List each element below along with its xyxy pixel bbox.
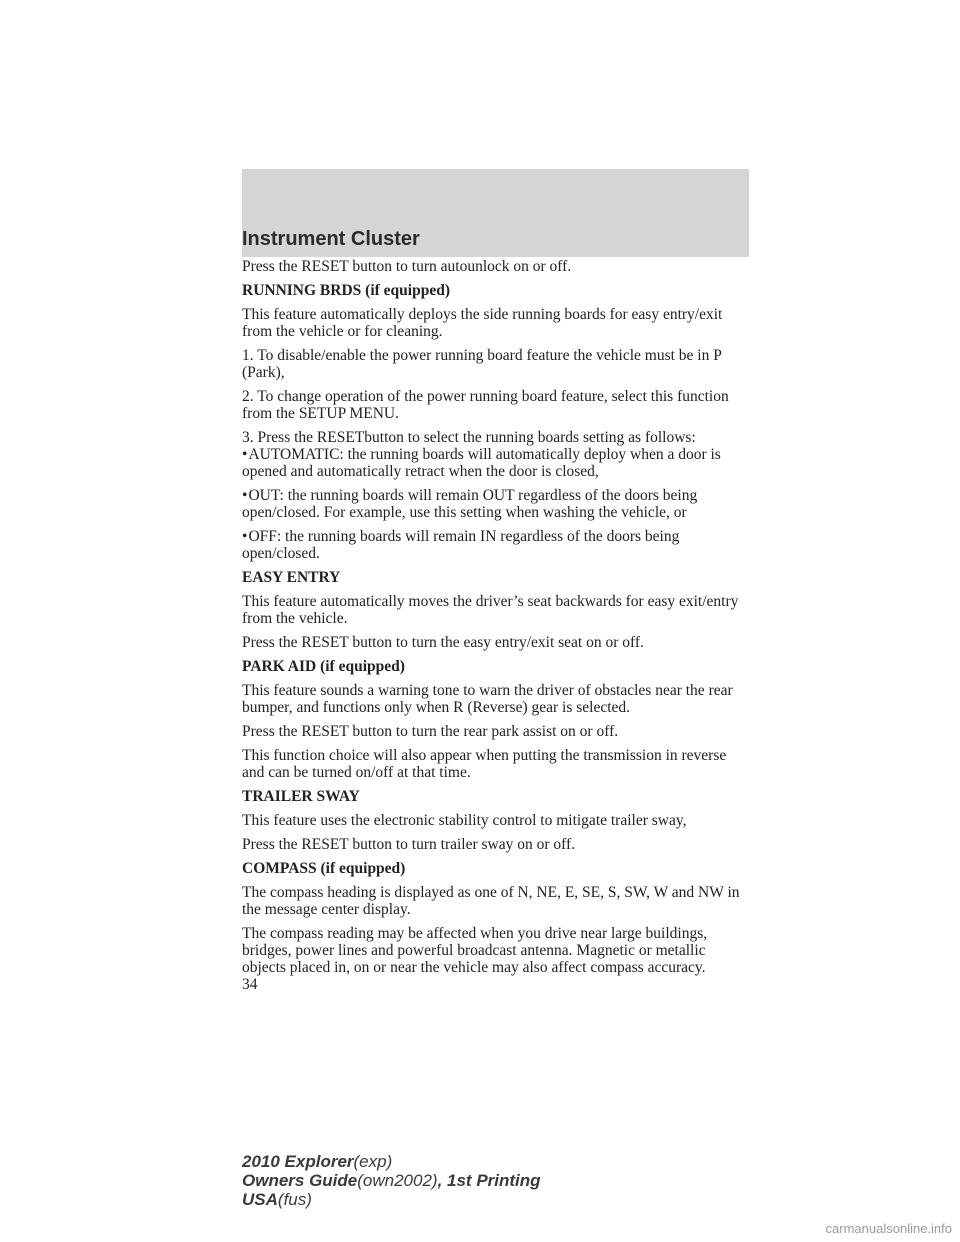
park-aid-heading: PARK AID (if equipped)	[242, 658, 405, 675]
compass-intro: The compass heading is displayed as one of N, NE, E, SE, S, SW, W and NW in the message center display.	[242, 884, 740, 918]
footer-line-model	[242, 1152, 541, 1171]
page-content	[242, 258, 752, 1000]
footer-model: 2010 Explorer	[242, 1152, 354, 1171]
footer-line-region	[242, 1190, 541, 1209]
footer-region-code: (fus)	[277, 1190, 312, 1209]
compass-heading: COMPASS (if equipped)	[242, 860, 406, 877]
easy-entry-heading: EASY ENTRY	[242, 569, 341, 586]
site-watermark: carmanualsonline.info	[825, 1221, 952, 1236]
running-boards-intro: This feature automatically deploys the side running boards for easy entry/exit from the vehicle or for cleaning.	[242, 306, 723, 340]
document-footer	[242, 1152, 541, 1209]
running-boards-option-off: • OFF: the running boards will remain IN regardless of the doors being open/closed.	[242, 528, 752, 562]
park-aid-intro: This feature sounds a warning tone to warn the driver of obstacles near the rear bumper, and functions only when R (Reverse) gear is selected.	[242, 682, 733, 716]
running-boards-option-automatic: • AUTOMATIC: the running boards will automatically deploy when a door is opened and automatically retract when the door is closed,	[242, 446, 752, 480]
footer-printing: , 1st Printing	[437, 1171, 541, 1190]
running-boards-step-3: 3. Press the RESETbutton to select the running boards setting as follows:	[242, 429, 696, 446]
trailer-sway-reset-text: Press the RESET button to turn trailer sway on or off.	[242, 836, 576, 853]
running-boards-option-out: • OUT: the running boards will remain OUT regardless of the doors being open/closed. For example, use this setting when washing the vehicle, or	[242, 487, 752, 521]
easy-entry-reset-text: Press the RESET button to turn the easy entry/exit seat on or off.	[242, 634, 644, 651]
running-boards-heading: RUNNING BRDS (if equipped)	[242, 282, 450, 299]
park-aid-reset-text: Press the RESET button to turn the rear park assist on or off.	[242, 723, 619, 740]
footer-guide: Owners Guide	[242, 1171, 358, 1190]
page-number: 34	[242, 976, 258, 993]
section-header-band	[242, 169, 749, 257]
easy-entry-intro: This feature automatically moves the driver’s seat backwards for easy exit/entry from the vehicle.	[242, 593, 739, 627]
autounlock-reset-text: Press the RESET button to turn autounlock on or off.	[242, 258, 572, 275]
trailer-sway-intro: This feature uses the electronic stability control to mitigate trailer sway,	[242, 812, 687, 829]
footer-line-guide	[242, 1171, 541, 1190]
running-boards-step-1: 1. To disable/enable the power running board feature the vehicle must be in P (Park),	[242, 347, 722, 381]
running-boards-step-2: 2. To change operation of the power running board feature, select this function from the SETUP MENU.	[242, 388, 729, 422]
trailer-sway-heading: TRAILER SWAY	[242, 788, 360, 805]
section-title: Instrument Cluster	[242, 228, 420, 250]
compass-note: The compass reading may be affected when you drive near large buildings, bridges, power lines and powerful broadcast antenna. Magnetic or metallic objects placed in, on or near the vehicle may also affect compass accuracy.	[242, 925, 708, 976]
footer-guide-code: (own2002)	[357, 1171, 438, 1190]
park-aid-note: This function choice will also appear when putting the transmission in reverse and can be turned on/off at that time.	[242, 747, 727, 781]
footer-region: USA	[242, 1190, 278, 1209]
footer-model-code: (exp)	[353, 1152, 393, 1171]
